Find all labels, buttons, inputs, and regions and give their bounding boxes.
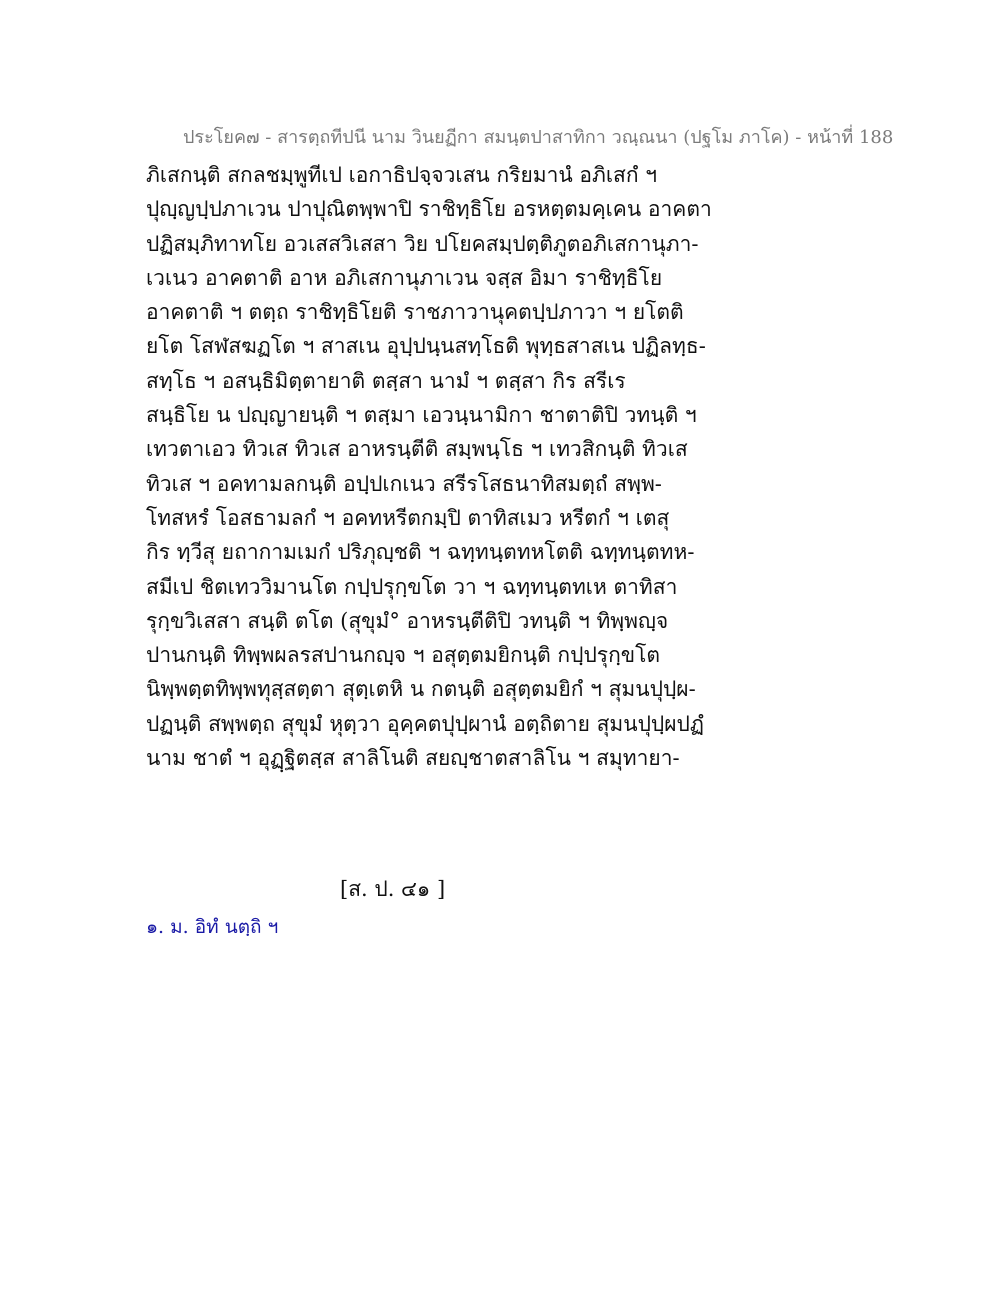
text-line: โทสหรํ โอสธามลกํ ฯ อคทหรีตกมฺปิ ตาทิสเมว หรีตกํ ฯ เตสุ xyxy=(146,505,670,530)
text-line: ทิวเส ฯ อคทามลกนฺติ อปฺปเกเนว สรีรโสธนาทิสมตฺถํ สพฺพ- xyxy=(146,471,662,496)
text-line: ปฏนฺติ สพฺพตฺถ สุขุมํ หุตฺวา อุคฺคตปุปฺผานํ อตฺถิตาย สุมนปุปฺผปฏํ xyxy=(146,711,704,736)
text-line: รุกฺขวิเสสา สนฺติ ตโต (สุขุมํ° อาหรนฺตีติปิ วทนฺติ ฯ ทิพฺพญฺจ xyxy=(146,608,669,633)
text-line: นิพฺพตฺตทิพฺพทุสฺสตฺตา สุตฺเตหิ น กตนฺติ อสุตฺตมยิกํ ฯ สุมนปุปฺผ- xyxy=(146,677,696,702)
body-text xyxy=(146,158,826,775)
text-line: ยโต โสฬสฆฏโต ฯ สาสเน อุปฺปนฺนสทฺโธติ พุทฺธสาสเน ปฏิลทฺธ- xyxy=(146,334,706,359)
text-line: สนฺธิโย น ปญฺญายนฺติ ฯ ตสฺมา เอวนฺนามิกา ชาตาติปิ วทนฺติ ฯ xyxy=(146,403,697,428)
text-line: กิร ทฺวีสุ ยถากามเมกํ ปริภุญฺชติ ฯ ฉทฺทนฺตทหโตติ ฉทฺทนฺตทห- xyxy=(146,540,695,565)
text-line: เทวตาเอว ทิวเส ทิวเส อาหรนฺตีติ สมฺพนฺโธ ฯ เทวสิกนฺติ ทิวเส xyxy=(146,437,688,462)
text-line: ภิเสกนฺติ สกลชมฺพูทีเป เอกาธิปจฺจวเสน กริยมานํ อภิเสกํ ฯ xyxy=(146,163,658,187)
source-page-reference: [ส. ป. ๔๑ ] xyxy=(340,877,446,901)
text-line: ปุญฺญปฺปภาเวน ปาปุณิตพฺพาปิ ราชิทฺธิโย อรหตฺตมคฺเคน อาคตา xyxy=(146,197,712,222)
text-line: อาคตาติ ฯ ตตฺถ ราชิทฺธิโยติ ราชภาวานุคตปฺปภาวา ฯ ยโตติ xyxy=(146,300,684,325)
text-line: นาม ชาตํ ฯ อุฏฺฐิตสฺส สาลิโนติ สยญฺชาตสาลิโน ฯ สมุทายา- xyxy=(146,746,680,771)
text-line: เวเนว อาคตาติ อาห อภิเสกานุภาเวน จสฺส อิมา ราชิทฺธิโย xyxy=(146,265,663,290)
text-line: สมีเป ชิตเทววิมานโต กปฺปรุกฺขโต วา ฯ ฉทฺทนฺตทเห ตาทิสา xyxy=(146,574,678,599)
text-line: สทฺโธ ฯ อสนฺธิมิตฺตายาติ ตสฺสา นามํ ฯ ตสฺสา กิร สรีเร xyxy=(146,368,626,393)
text-line: ปฏิสมฺภิทาทโย อวเสสวิเสสา วิย ปโยคสมฺปตฺติภูตอภิเสกานุภา- xyxy=(146,231,699,256)
footnote: ๑. ม. อิทํ นตฺถิ ฯ xyxy=(146,916,279,938)
running-header: ประโยค๗ - สารตฺถทีปนี นาม วินยฏีกา สมนฺตปาสาทิกา วณฺณนา (ปฐโม ภาโค) - หน้าที่ 188 xyxy=(183,127,894,148)
text-line: ปานกนฺติ ทิพฺพผลรสปานกญฺจ ฯ อสุตฺตมยิกนฺติ กปฺปรุกฺขโต xyxy=(146,643,661,668)
